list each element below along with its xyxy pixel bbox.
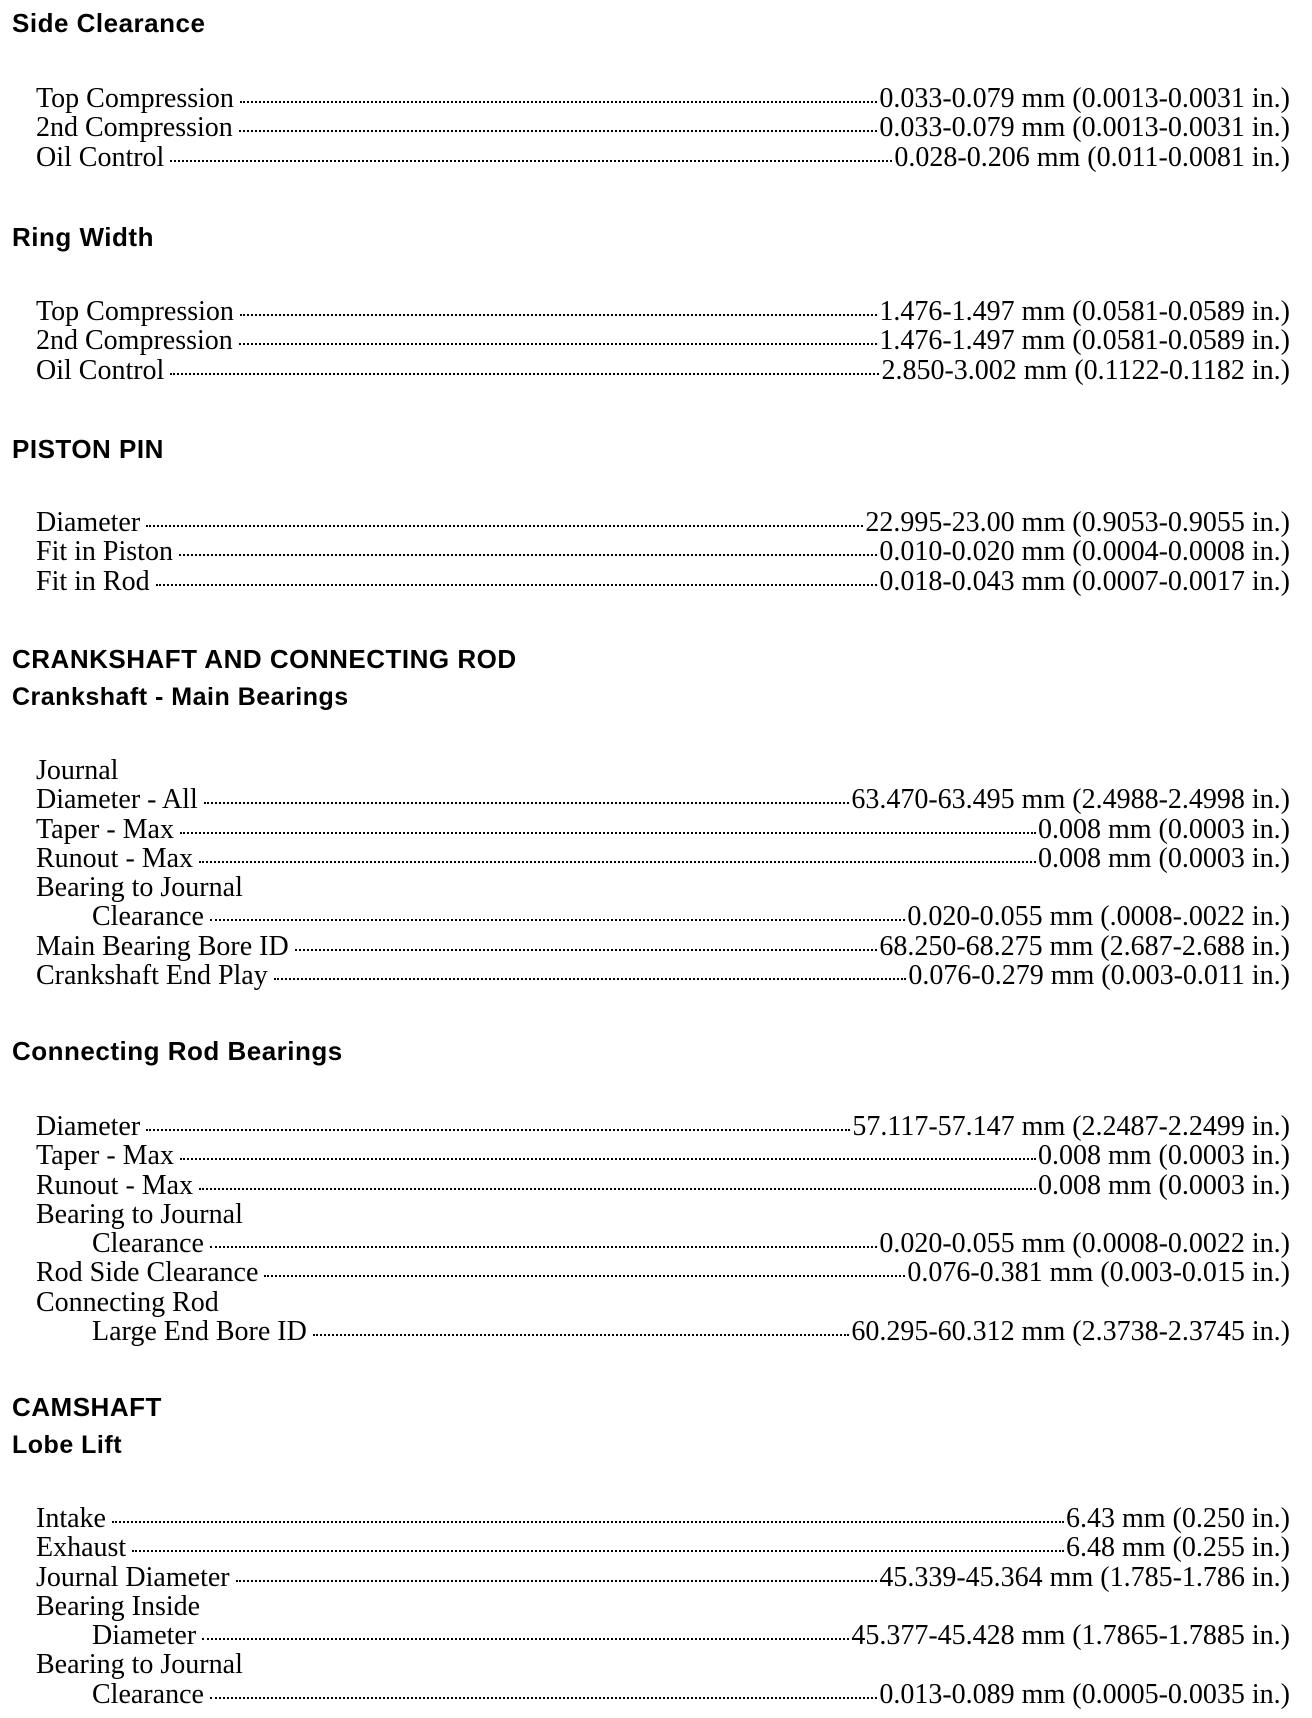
spec-label: Bearing to Journal <box>36 872 243 904</box>
spec-value: 63.470-63.495 mm (2.4988-2.4998 in.) <box>851 784 1290 816</box>
dot-leader <box>199 1188 1036 1190</box>
spec-row <box>36 537 1290 566</box>
spec-value: 0.028-0.206 mm (0.011-0.0081 in.) <box>894 141 1290 173</box>
spec-value: 1.476-1.497 mm (0.0581-0.0589 in.) <box>879 296 1290 327</box>
spec-label: Crankshaft End Play <box>36 960 268 992</box>
spec-row <box>36 1504 1290 1533</box>
spec-value: 1.476-1.497 mm (0.0581-0.0589 in.) <box>879 325 1290 357</box>
dot-leader <box>204 802 850 804</box>
dot-leader <box>295 949 878 951</box>
spec-label: Bearing to Journal <box>36 1198 243 1230</box>
dot-leader <box>180 832 1036 834</box>
spec-value: 2.850-3.002 mm (0.1122-0.1182 in.) <box>881 354 1290 386</box>
dot-leader <box>146 525 863 527</box>
spec-row <box>36 326 1290 355</box>
section-heading: Ring Width <box>12 222 154 252</box>
spec-label: Taper - Max <box>36 1140 174 1172</box>
spec-value: 0.076-0.381 mm (0.003-0.015 in.) <box>907 1257 1290 1289</box>
spec-row <box>36 844 1290 873</box>
section-subheading: Lobe Lift <box>12 1431 123 1459</box>
spec-value: 60.295-60.312 mm (2.3738-2.3745 in.) <box>851 1316 1290 1348</box>
spec-row <box>36 143 1290 172</box>
spec-label: 2nd Compression <box>36 112 233 144</box>
spec-row <box>36 508 1290 537</box>
spec-value: 0.008 mm (0.0003 in.) <box>1038 1140 1290 1172</box>
spec-row <box>36 567 1290 596</box>
spec-value: 0.020-0.055 mm (0.0008-0.0022 in.) <box>879 1228 1290 1260</box>
dot-leader <box>210 1697 877 1699</box>
spec-row <box>36 1288 1290 1317</box>
section-heading: PISTON PIN <box>12 434 164 464</box>
spec-value: 0.020-0.055 mm (.0008-.0022 in.) <box>907 901 1290 933</box>
dot-leader <box>170 373 879 375</box>
spec-value: 6.48 mm (0.255 in.) <box>1066 1532 1290 1564</box>
spec-row <box>36 1258 1290 1287</box>
spec-list <box>36 508 1290 596</box>
section-heading: CRANKSHAFT AND CONNECTING ROD <box>12 644 517 674</box>
dot-leader <box>179 554 877 556</box>
spec-label: Clearance <box>92 1228 204 1260</box>
spec-row <box>36 297 1290 326</box>
spec-label: Taper - Max <box>36 813 174 845</box>
spec-label: Clearance <box>92 1678 204 1710</box>
spec-label: Intake <box>36 1503 106 1534</box>
spec-label: Runout - Max <box>36 842 194 874</box>
spec-value: 0.008 mm (0.0003 in.) <box>1038 813 1290 845</box>
section-heading: CAMSHAFT <box>12 1392 162 1422</box>
spec-label: Large End Bore ID <box>92 1316 307 1348</box>
spec-label: Journal Diameter <box>36 1561 230 1593</box>
spec-label: Clearance <box>92 901 204 933</box>
spec-row <box>36 84 1290 113</box>
spec-row <box>36 1141 1290 1170</box>
spec-row <box>36 1200 1290 1229</box>
spec-label: Oil Control <box>36 354 165 386</box>
dot-leader <box>313 1334 850 1336</box>
spec-list <box>36 84 1290 172</box>
spec-label: Diameter - All <box>36 784 198 816</box>
spec-value: 0.008 mm (0.0003 in.) <box>1038 1169 1290 1201</box>
spec-label: Rod Side Clearance <box>36 1257 259 1289</box>
spec-row <box>36 932 1290 961</box>
spec-value: 0.010-0.020 mm (0.0004-0.0008 in.) <box>879 536 1290 568</box>
dot-leader <box>199 861 1036 863</box>
spec-label: Top Compression <box>36 296 234 327</box>
dot-leader <box>132 1550 1064 1552</box>
spec-label: Bearing Inside <box>36 1590 201 1622</box>
dot-leader <box>274 978 907 980</box>
section-heading: Side Clearance <box>12 8 206 38</box>
spec-value: 0.033-0.079 mm (0.0013-0.0031 in.) <box>879 83 1290 114</box>
spec-label: Connecting Rod <box>36 1286 219 1318</box>
spec-label: Journal <box>36 755 119 786</box>
spec-label: Top Compression <box>36 83 234 114</box>
dot-leader <box>202 1638 849 1640</box>
spec-value: 0.013-0.089 mm (0.0005-0.0035 in.) <box>879 1678 1290 1710</box>
spec-row <box>36 1533 1290 1562</box>
dot-leader <box>146 1129 850 1131</box>
section-subheading: Crankshaft - Main Bearings <box>12 683 349 711</box>
spec-row <box>36 785 1290 814</box>
spec-value: 68.250-68.275 mm (2.687-2.688 in.) <box>879 930 1290 962</box>
spec-label: Main Bearing Bore ID <box>36 930 289 962</box>
spec-row <box>36 1563 1290 1592</box>
spec-value: 45.377-45.428 mm (1.7865-1.7885 in.) <box>851 1620 1290 1652</box>
dot-leader <box>156 584 878 586</box>
spec-value: 57.117-57.147 mm (2.2487-2.2499 in.) <box>852 1111 1290 1142</box>
spec-row <box>36 1621 1290 1650</box>
spec-value: 0.008 mm (0.0003 in.) <box>1038 842 1290 874</box>
spec-row <box>36 1650 1290 1679</box>
spec-label: Diameter <box>36 507 141 538</box>
dot-leader <box>112 1521 1064 1523</box>
dot-leader <box>236 1580 878 1582</box>
spec-row <box>36 902 1290 931</box>
spec-row <box>36 1680 1290 1709</box>
spec-label: Diameter <box>36 1111 141 1142</box>
spec-row <box>36 815 1290 844</box>
spec-list <box>36 1504 1290 1709</box>
spec-row <box>36 756 1290 785</box>
spec-row <box>36 1229 1290 1258</box>
spec-label: Fit in Piston <box>36 536 173 568</box>
spec-row <box>36 1592 1290 1621</box>
spec-value: 22.995-23.00 mm (0.9053-0.9055 in.) <box>865 507 1290 538</box>
dot-leader <box>239 130 878 132</box>
dot-leader <box>264 1275 905 1277</box>
dot-leader <box>180 1158 1036 1160</box>
spec-row <box>36 1171 1290 1200</box>
spec-row <box>36 1317 1290 1346</box>
spec-value: 45.339-45.364 mm (1.785-1.786 in.) <box>879 1561 1290 1593</box>
spec-label: Bearing to Journal <box>36 1649 243 1681</box>
spec-list <box>36 1112 1290 1346</box>
section-heading: Connecting Rod Bearings <box>12 1036 343 1066</box>
spec-label: Diameter <box>92 1620 197 1652</box>
spec-row <box>36 1112 1290 1141</box>
spec-label: Exhaust <box>36 1532 127 1564</box>
spec-row <box>36 873 1290 902</box>
dot-leader <box>210 919 905 921</box>
spec-row <box>36 961 1290 990</box>
spec-row <box>36 113 1290 142</box>
dot-leader <box>240 314 877 316</box>
spec-label: Oil Control <box>36 141 165 173</box>
spec-label: Runout - Max <box>36 1169 194 1201</box>
spec-row <box>36 356 1290 385</box>
dot-leader <box>210 1246 877 1248</box>
spec-value: 0.033-0.079 mm (0.0013-0.0031 in.) <box>879 112 1290 144</box>
spec-list <box>36 756 1290 990</box>
spec-value: 0.018-0.043 mm (0.0007-0.0017 in.) <box>879 565 1290 597</box>
spec-value: 6.43 mm (0.250 in.) <box>1066 1503 1290 1534</box>
spec-value: 0.076-0.279 mm (0.003-0.011 in.) <box>908 960 1290 992</box>
spec-list <box>36 297 1290 385</box>
dot-leader <box>239 343 878 345</box>
spec-label: 2nd Compression <box>36 325 233 357</box>
dot-leader <box>170 160 892 162</box>
spec-label: Fit in Rod <box>36 565 150 597</box>
dot-leader <box>240 101 877 103</box>
